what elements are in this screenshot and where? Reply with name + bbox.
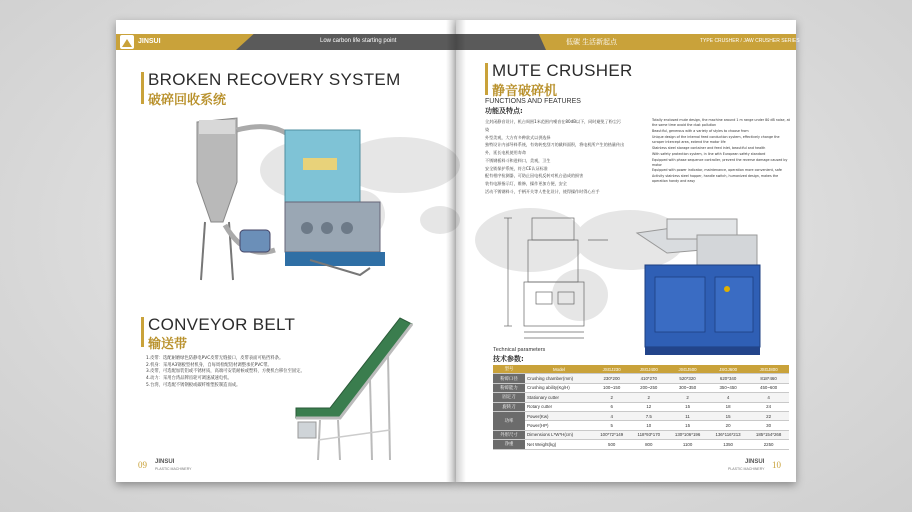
right-header-series: TYPE CRUSHER / JAW CRUSHER SERIES (700, 38, 800, 44)
table-cell: 15 (667, 402, 708, 411)
section1-title-bar (141, 72, 144, 104)
row-label-cn: 固定刀 (493, 393, 525, 402)
table-cell: 200~250 (630, 383, 667, 392)
table-row (493, 440, 789, 449)
row-label-en: Crushing ability(Kg/H) (525, 383, 593, 392)
spec-header-cell: JSGJ500 (667, 365, 708, 374)
conveyor-feature-item: 4.动力：采用台湾品牌齿轮可调速减速电机。 (146, 375, 232, 381)
section2-title-bar (141, 317, 144, 347)
feature-en-item: Beautiful, generous with a variety of styles to choose from (652, 128, 749, 133)
table-cell: 450~600 (748, 383, 789, 392)
feature-en-item: Equipped with power indicator, maintenance, operation more convenient, safe (652, 168, 782, 173)
table-cell: 100~150 (593, 383, 630, 392)
left-footer-brand-sub: PLASTIC MACHINERY (155, 467, 192, 471)
broken-recovery-system-image (185, 110, 400, 285)
mute-crusher-image (627, 205, 787, 360)
section2-title-en: CONVEYOR BELT (148, 315, 296, 334)
conveyor-feature-item: 1.皮带：选配耐磨绿色防静电PVC皮带无缝接口，皮带表面可贴挡料条。 (146, 356, 284, 361)
right-header-dark-band (456, 34, 546, 50)
spec-header-cell: JSGJ800 (748, 365, 789, 374)
spec-header-cell: JSGJ230 (593, 365, 630, 374)
table-cell: 520*320 (667, 374, 708, 383)
section2-title-cn: 输送带 (148, 337, 188, 352)
table-row (493, 421, 789, 430)
table-cell: 24 (748, 402, 789, 411)
feature-en-item: Unique design of the internal feed conduction system, effectively change the scraper intercept area, extend the motor life (652, 134, 780, 144)
spec-header-cell: JSGJ400 (630, 365, 667, 374)
feature-cn-item: 独特设计内部导料系统，有效转变刮刀的截料面积，将电机所产生的热量传出外，延长电机使用寿命 (485, 142, 625, 156)
row-label-cn: 外形尺寸 (493, 430, 525, 439)
feature-cn-item: 安全锁保护系统，符合CE认证标准 (485, 165, 548, 171)
feature-cn-item: 外型美观，大方有多种款式以供选择 (485, 134, 551, 140)
table-cell: 4 (708, 393, 748, 402)
table-cell: 2 (630, 393, 667, 402)
table-cell: 818*460 (748, 374, 789, 383)
table-cell: 18 (708, 402, 748, 411)
tech-title-cn: 技术参数: (493, 355, 524, 363)
table-cell: 6 (593, 402, 630, 411)
row-label-en: Power(HP) (525, 421, 593, 430)
table-cell: 10 (630, 421, 667, 430)
table-cell: 30 (748, 421, 789, 430)
mute-crusher-title-en: MUTE CRUSHER (492, 61, 633, 80)
row-label-en: Crushing chamber(mm) (525, 374, 593, 383)
table-cell: 2250 (748, 440, 789, 449)
section1-title-cn: 破碎回收系统 (148, 93, 227, 108)
spec-table (493, 365, 789, 450)
row-label-cn: 旋转刀 (493, 402, 525, 411)
table-cell: 300~350 (667, 383, 708, 392)
table-row (493, 383, 789, 392)
feature-en-item: Totally enclosed mute design, the machine around 1 m range under 80 dB noise, at the same time avoid the dust pollution (652, 118, 790, 127)
conveyor-feature-item: 2.机身：采用A3钢板型材机身，自每周检配铝材调整承托PVC带。 (146, 362, 272, 368)
table-cell: 11 (667, 411, 708, 420)
table-row (493, 402, 789, 411)
table-cell: 620*340 (708, 374, 748, 383)
feature-cn-item: 配有相序检测器，可防止因电机反转对机台造成的损害 (485, 173, 584, 179)
table-cell: 15 (708, 411, 748, 420)
features-en-list (652, 118, 790, 184)
table-cell: 100*72*149 (593, 430, 630, 439)
table-cell: 22 (748, 411, 789, 420)
table-cell: 185*154*268 (748, 430, 789, 439)
tech-title-en: Technical parameters (493, 347, 546, 353)
table-cell: 4 (593, 411, 630, 420)
table-cell: 1350 (708, 440, 748, 449)
table-row (493, 374, 789, 383)
right-title-bar (485, 63, 488, 95)
spec-header-cell: 型号 (493, 365, 525, 374)
row-label-en: Rotary cutter (525, 402, 593, 411)
table-cell: 20 (708, 421, 748, 430)
table-cell: 230*200 (593, 374, 630, 383)
right-footer-brand-sub: PLASTIC MACHINERY (728, 467, 765, 471)
left-page-number: 09 (138, 460, 147, 470)
row-label-cn: 粉碎口径 (493, 374, 525, 383)
feature-en-item: Stainless steel storage container and feed inlet, beautiful and health (652, 145, 766, 150)
table-cell: 800 (630, 440, 667, 449)
left-footer-brand: JINSUI (155, 459, 175, 465)
table-cell: 1100 (667, 440, 708, 449)
table-cell: 136*116*213 (708, 430, 748, 439)
right-page-number: 10 (772, 460, 781, 470)
table-row (493, 430, 789, 439)
table-cell: 500 (593, 440, 630, 449)
feature-cn-item: 全封闭静音设计，机台周围1米范围内噪音在80dB以下，同时避免了粉尘污染 (485, 119, 622, 132)
table-cell: 118*93*170 (630, 430, 667, 439)
table-cell: 7.5 (630, 411, 667, 420)
row-label-cn: 粉碎能力 (493, 383, 525, 392)
right-footer-brand: JINSUI (745, 459, 765, 465)
feature-cn-item: 活动不锈钢料斗，手柄开关等人性化设计，使得操作时得心应手 (485, 188, 600, 194)
functions-title-cn: 功能及特点: (485, 107, 523, 115)
conveyor-feature-item: 5.台湾，可选配不锈钢板或碳纤维塑胶制造而成。 (146, 382, 241, 388)
spec-table-header (493, 365, 789, 374)
table-row (493, 393, 789, 402)
feature-en-item: With safety protection system, in line with European safety standard (652, 151, 766, 156)
table-cell: 12 (630, 402, 667, 411)
table-cell: 15 (667, 421, 708, 430)
table-cell: 130*106*196 (667, 430, 708, 439)
left-header-slogan: Low carbon life starting point (320, 38, 397, 44)
feature-cn-item: 不锈钢板料斗和进料口，美观，卫生 (485, 157, 551, 163)
conveyor-feature-item: 3.皮带，可选配加装铝或不锈材质，高端可安装耐候或塑料，方便机台移位至固定。 (146, 369, 305, 375)
features-cn-list (485, 118, 625, 196)
row-label-cn: 功率 (493, 411, 525, 430)
row-label-en: Net Weight(kg) (525, 440, 593, 449)
conveyor-features-list (146, 356, 305, 389)
spec-header-cell: JSGJ600 (708, 365, 748, 374)
table-row (493, 411, 789, 420)
logo-icon (120, 35, 134, 49)
mute-crusher-title-cn: 静音破碎机 (492, 84, 558, 99)
table-cell: 5 (593, 421, 630, 430)
section1-title-en: BROKEN RECOVERY SYSTEM (148, 70, 401, 89)
row-label-en: Stationary cutter (525, 393, 593, 402)
table-cell: 350~450 (708, 383, 748, 392)
feature-cn-item: 装有电源指示灯，维修，操作更加方便，安全 (485, 181, 567, 187)
row-label-en: Dimensions L*W*H(cm) (525, 430, 593, 439)
technical-drawing (488, 212, 618, 342)
row-label-cn: 净重 (493, 440, 525, 449)
logo-text: JINSUI (138, 38, 161, 45)
table-cell: 2 (667, 393, 708, 402)
feature-en-item: Activity stainless steel hopper, handle switch, humanized design, makes the operation handy and easy (652, 174, 779, 184)
conveyor-belt-image (290, 310, 420, 465)
table-cell: 2 (593, 393, 630, 402)
row-label-en: Power(Kw) (525, 411, 593, 420)
feature-en-item: Equipped with phase sequence controller, prevent the reverse damage caused by motor (652, 157, 788, 167)
right-header-slogan: 低碳 生活新起点 (566, 39, 617, 46)
spec-header-cell: Model (525, 365, 593, 374)
table-cell: 4 (748, 393, 789, 402)
table-cell: 410*270 (630, 374, 667, 383)
functions-title-en: FUNCTIONS AND FEATURES (485, 98, 581, 105)
